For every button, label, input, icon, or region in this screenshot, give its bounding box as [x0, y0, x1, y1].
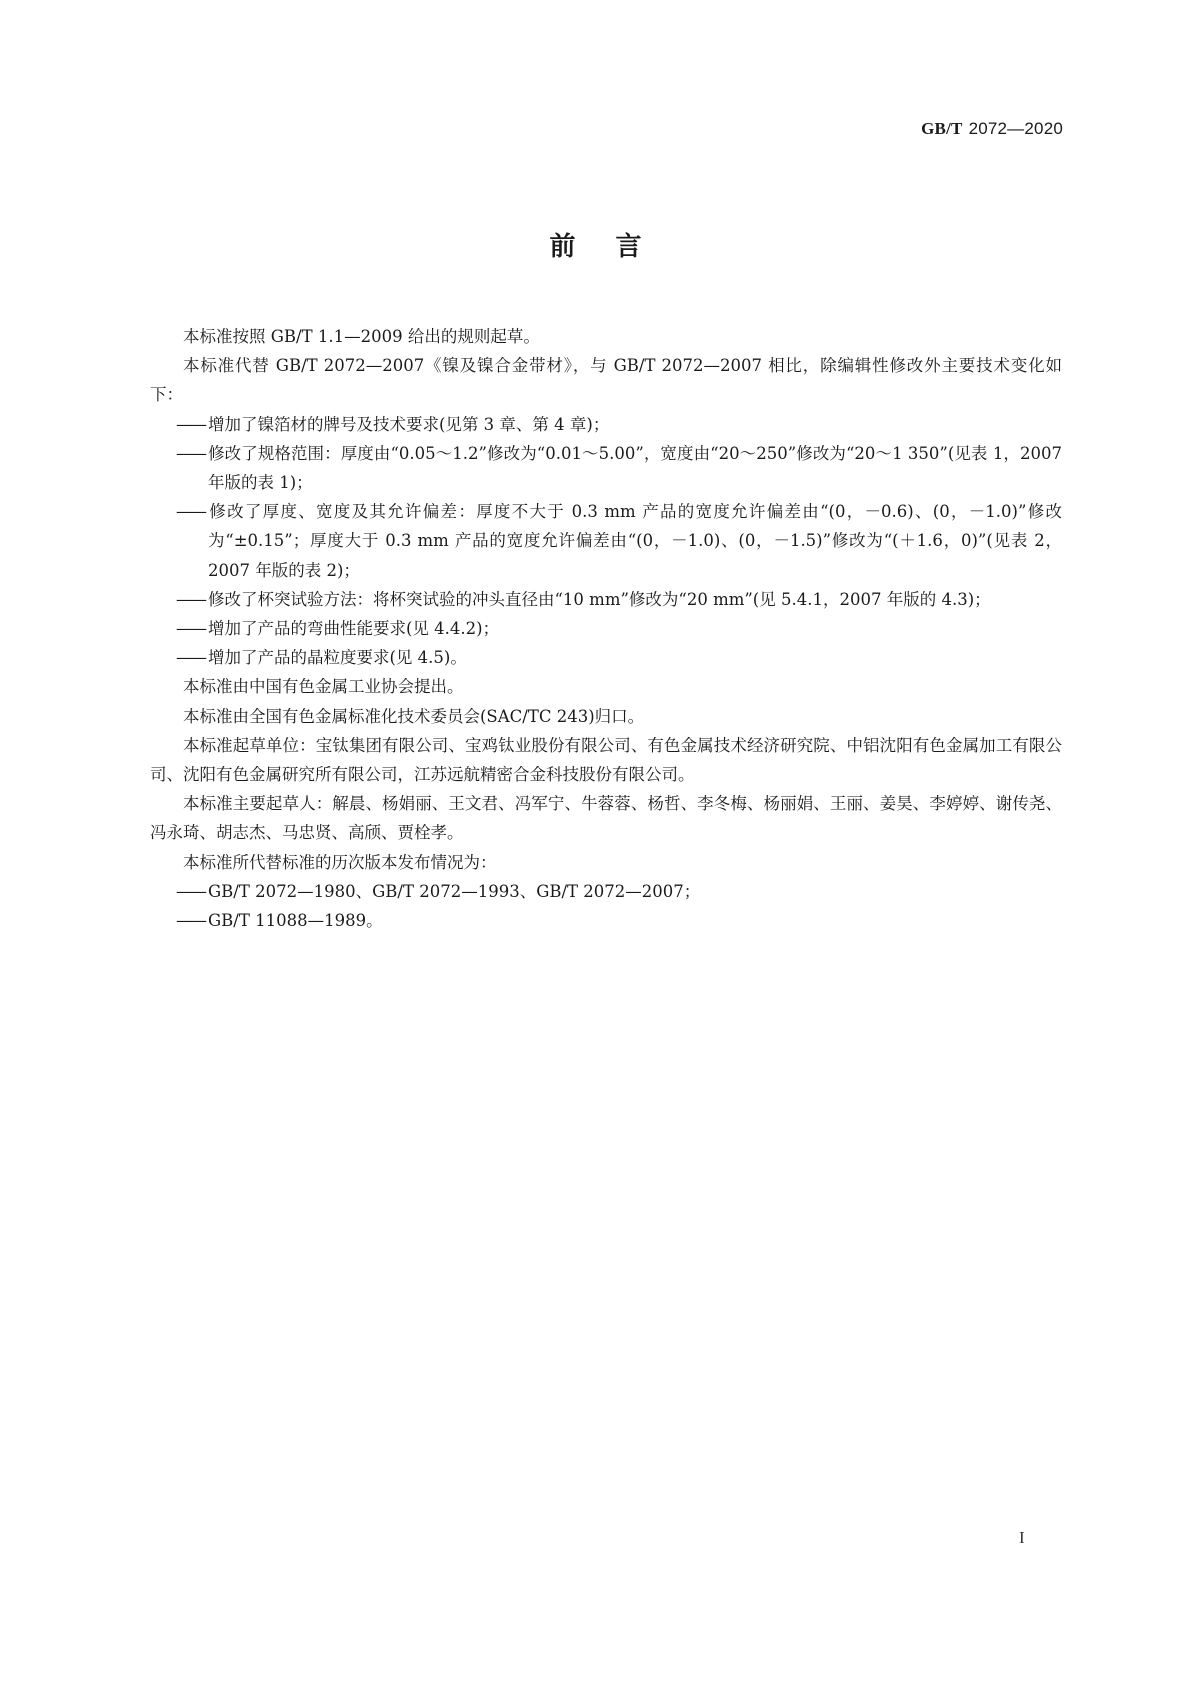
- change-item: [150, 410, 1062, 439]
- change-item-text: 修改了厚度、宽度及其允许偏差：厚度不大于 0.3 mm 产品的宽度允许偏差由“(0，－0.6)、(0，－1.0)”修改为“±0.15”；厚度大于 0.3 mm 产品的宽度允许偏差由“(0，－1.0)、(0，－1.5)”修改为“(＋1.6，0)”(见表 2，2007 年版的表 2)；: [208, 502, 1062, 580]
- standard-code-header: [921, 119, 1063, 139]
- history-intro-paragraph: 本标准所代替标准的历次版本发布情况为：: [183, 852, 497, 872]
- page-title: 前言: [549, 232, 682, 262]
- history-item: [150, 877, 1062, 906]
- page-number: I: [1019, 1528, 1025, 1547]
- dash-marker: ——: [176, 502, 205, 522]
- standard-code-number: 2072—2020: [968, 119, 1063, 138]
- dash-marker: ——: [176, 648, 205, 668]
- standard-code-prefix: GB/T: [921, 119, 963, 138]
- dash-marker: ——: [176, 443, 205, 463]
- centralized-by-paragraph: 本标准由全国有色金属标准化技术委员会(SAC/TC 243)归口。: [183, 706, 645, 726]
- change-item-text: 修改了杯突试验方法：将杯突试验的冲头直径由“10 mm”修改为“20 mm”(见 5.4.1，2007 年版的 4.3)；: [208, 589, 991, 609]
- change-item: [150, 643, 1062, 672]
- history-item-text: GB/T 11088—1989。: [208, 911, 383, 931]
- change-item-text: 增加了镍箔材的牌号及技术要求(见第 3 章、第 4 章)；: [208, 414, 610, 434]
- replacement-paragraph: 本标准代替 GB/T 2072—2007《镍及镍合金带材》，与 GB/T 2072—2007 相比，除编辑性修改外主要技术变化如下：: [150, 356, 1062, 405]
- change-item-text: 增加了产品的弯曲性能要求(见 4.4.2)；: [208, 619, 500, 639]
- foreword-body: [150, 322, 1062, 935]
- change-item: [150, 614, 1062, 643]
- dash-marker: ——: [176, 881, 205, 901]
- change-item-text: 修改了规格范围：厚度由“0.05～1.2”修改为“0.01～5.00”，宽度由“20～250”修改为“20～1 350”(见表 1，2007 年版的表 1)；: [208, 443, 1062, 493]
- drafting-rule-paragraph: 本标准按照 GB/T 1.1—2009 给出的规则起草。: [183, 327, 540, 346]
- proposed-by-paragraph: 本标准由中国有色金属工业协会提出。: [183, 677, 464, 697]
- history-item-text: GB/T 2072—1980、GB/T 2072—1993、GB/T 2072—2007；: [208, 881, 701, 901]
- history-item: [150, 906, 1062, 935]
- change-item-text: 增加了产品的晶粒度要求(见 4.5)。: [208, 648, 467, 668]
- dash-marker: ——: [176, 619, 205, 639]
- change-item: [150, 439, 1062, 497]
- drafting-units-paragraph: 本标准起草单位：宝钛集团有限公司、宝鸡钛业股份有限公司、有色金属技术经济研究院、中铝沈阳有色金属加工有限公司、沈阳有色金属研究所有限公司，江苏远航精密合金科技股份有限公司。: [150, 735, 1062, 785]
- dash-marker: ——: [176, 589, 205, 609]
- main-drafters-paragraph: 本标准主要起草人：解晨、杨娟丽、王文君、冯军宁、牛蓉蓉、杨哲、李冬梅、杨丽娟、王丽、姜昊、李婷婷、谢传尧、冯永琦、胡志杰、马忠贤、高颀、贾栓孝。: [150, 794, 1062, 843]
- dash-marker: ——: [176, 911, 205, 931]
- change-item: [150, 497, 1062, 585]
- dash-marker: ——: [176, 414, 205, 434]
- change-item: [150, 585, 1062, 614]
